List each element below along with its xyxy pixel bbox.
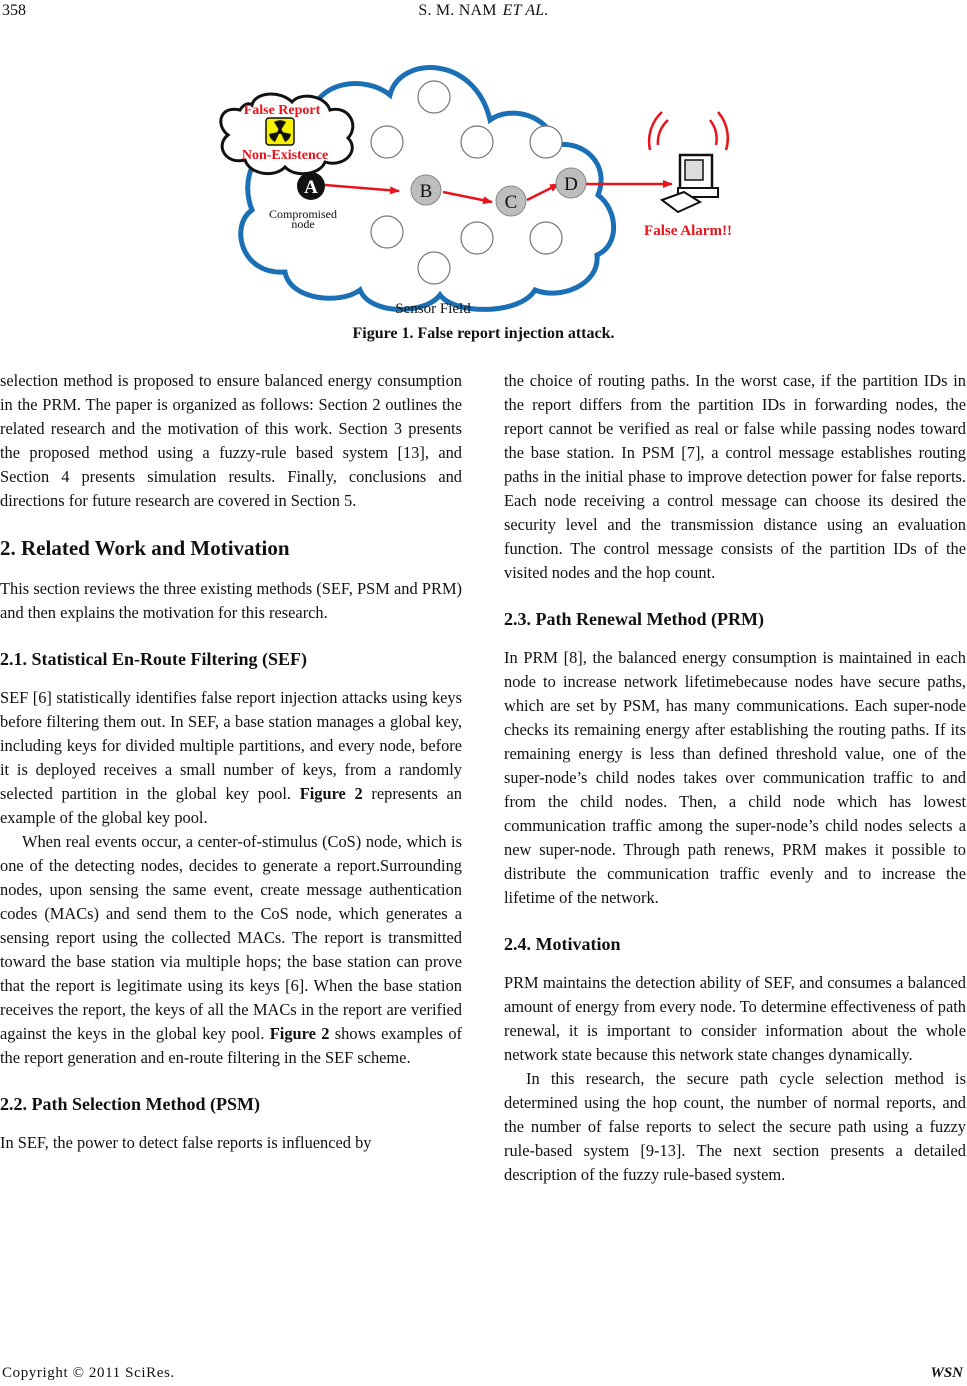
page-number: 358 [2,2,26,19]
section-2-1-heading: 2.1. Statistical En-Route Filtering (SEF) [0,649,307,669]
copyright-notice: Copyright © 2011 SciRes. [2,1365,175,1381]
svg-text:A: A [304,177,318,198]
section-2-4-heading: 2.4. Motivation [504,934,621,954]
network-diagram [200,50,760,350]
journal-abbrev: WSN [930,1365,963,1381]
psm-paragraph-start: In SEF, the power to detect false reports is influenced by [0,1133,372,1152]
non-existence-label: Non-Existence [241,148,329,163]
right-column [504,369,966,1187]
node-d [556,168,586,198]
svg-text:C: C [504,192,518,213]
false-alarm-label: False Alarm!! [644,223,732,239]
motivation-paragraph-2: In this research, the secure path cycle selection method is determined using the hop count, the number of normal reports, and the number of false reports to select the secure path using a fuzzy rule-based system [9-13]. The next section presents a detailed description of the fuzzy rule-based system. [504,1069,966,1184]
figure-2-reference: Figure 2 [269,1024,330,1043]
section-2-heading: 2. Related Work and Motivation [0,536,290,560]
left-column [0,369,462,1155]
sensor-field-label: Sensor Field [395,301,471,317]
false-report-label: False Report [243,103,321,118]
sef-paragraph-2: When real events occur, a center-of-stimulus (CoS) node, which is one of the detecting nodes, decides to generate a report.Surrounding nodes, upon sensing the same event, create message authentication codes (MACs) and send them to the CoS node, which generates a sensing report using the collected MACs. The report is transmitted toward the base station via multiple hops; the base station can prove that the report is legitimate using its keys [6]. When the base station receives the report, the keys of all the MACs in the report are verified against the keys in the global key pool. Figure 2 shows examples of the report generation and en-route filtering in the SEF scheme. [0,832,462,1067]
running-authors [0,2,967,20]
base-station-computer-icon [649,112,728,212]
svg-text:B: B [419,181,433,202]
svg-text:D: D [564,174,578,195]
running-header [0,2,967,24]
section-2-paragraph: This section reviews the three existing methods (SEF, PSM and PRM) and then explains the motivation for this research. [0,579,462,622]
figure-1-diagram [200,50,760,350]
compromised-label-1: Compromised [269,207,337,221]
section-2-2-heading: 2.2. Path Selection Method (PSM) [0,1094,260,1114]
intro-paragraph: selection method is proposed to ensure balanced energy consumption in the PRM. The paper is organized as follows: Section 2 outlines the related research and the motivation of this work. Section 3 presents the proposed method using a fuzzy-rule based system [13], and Section 4 presents simulation results. Finally, conclusions and directions for future research are covered in Section 5. [0,371,462,510]
author-names: S. M. NAM [418,2,497,19]
figure-2-reference: Figure 2 [299,784,363,803]
et-al: ET AL. [502,2,549,19]
section-2-3-heading: 2.3. Path Renewal Method (PRM) [504,609,764,629]
compromised-label-2: node [291,217,315,231]
motivation-paragraph-1: PRM maintains the detection ability of SEF, and consumes a balanced amount of energy from every node. To determine effectiveness of path renewal, it is important to consider information about the whole network state because this network state changes dynamically. [504,973,966,1064]
node-c [496,186,526,216]
node-b [411,175,441,205]
sef-paragraph-1: SEF [6] statistically identifies false report injection attacks using keys before filtering them out. In SEF, a base station manages a global key, including keys for divided multiple partitions, and every node, before it is deployed receives a small number of keys, from a randomly selected partition in the global key pool. Figure 2 represents an example of the global key pool. [0,688,462,827]
prm-paragraph: In PRM [8], the balanced energy consumption is maintained in each node to increase network lifetimebecause nodes have secure paths, which are set by PSM, has many communications. Each super-node checks its remaining energy after establishing the routing paths. If its remaining energy is less than defined threshold value, one of the super-node’s child nodes takes over communication traffic to and from the child nodes. Then, a child node which has lowest communication traffic among the super-node’s child nodes selects a new super-node. Through path renews, PRM makes it possible to distribute the communication traffic evenly and to increase the lifetime of the network. [504,648,966,907]
psm-paragraph-continued: the choice of routing paths. In the worst case, if the partition IDs in the report differs from the partition IDs in forwarding nodes, the report cannot be verified as real or false while passing nodes toward the base station. In PSM [7], a control message establishes routing paths in the initial phase to improve detection power for false reports. Each node receiving a control message can choose its desired the security level and the transmission distance using an evaluation function. The control message consists of the partition IDs of the visited nodes and the hop count. [504,371,966,582]
figure-caption: Figure 1. False report injection attack. [352,325,615,342]
node-a [297,172,325,200]
